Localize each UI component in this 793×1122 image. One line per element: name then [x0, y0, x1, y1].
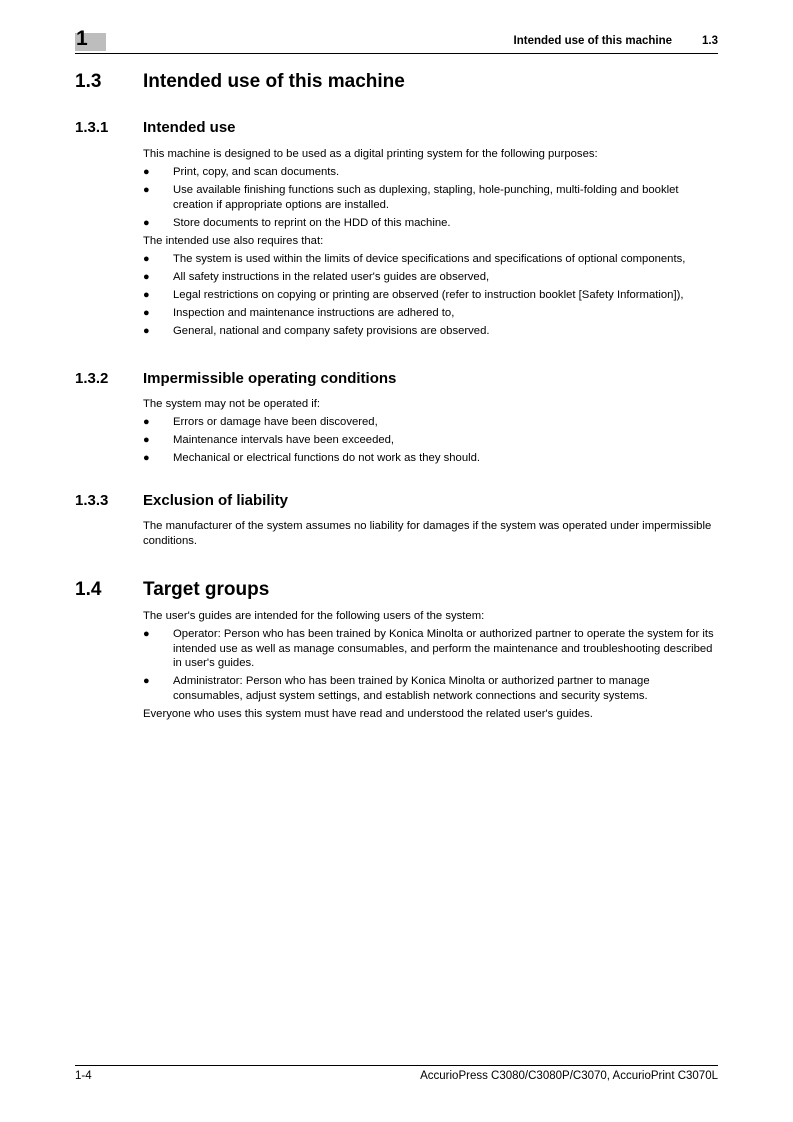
- list-item-text: Inspection and maintenance instructions are adhered to,: [173, 307, 455, 319]
- section-1-3-2-body: [143, 397, 720, 470]
- bullet: ●: [143, 675, 150, 687]
- heading-title: Target groups: [143, 579, 270, 600]
- list-item: [143, 433, 720, 448]
- bullet: ●: [143, 216, 150, 229]
- bullet: ●: [143, 184, 150, 196]
- purpose-list: [143, 165, 720, 230]
- running-header-title: Intended use of this machine: [513, 35, 672, 47]
- heading-number: 1.3.2: [75, 370, 109, 387]
- list-item-text: Legal restrictions on copying or printing are observed (refer to instruction booklet [Safety Information]),: [173, 289, 684, 301]
- list-item-text: Administrator: Person who has been trained by Konica Minolta or authorized partner to manage consumables, adjust system settings, and establish network connections and security systems.: [173, 675, 650, 702]
- product-name: AccurioPress C3080/C3080P/C3070, AccurioPrint C3070L: [420, 1070, 718, 1082]
- section-1-4-body: [143, 609, 720, 725]
- heading-title: Exclusion of liability: [143, 492, 289, 509]
- heading-number: 1.4: [75, 579, 102, 600]
- footer-rule: [75, 1065, 718, 1066]
- paragraph: Everyone who uses this system must have read and understood the related user's guides.: [143, 708, 593, 720]
- list-item: [143, 183, 720, 212]
- list-item: [143, 270, 720, 285]
- list-item-text: Mechanical or electrical functions do not work as they should.: [173, 452, 481, 464]
- heading-number: 1.3.1: [75, 119, 109, 136]
- bullet: ●: [143, 434, 150, 446]
- heading-number: 1.3.3: [75, 492, 109, 509]
- list-item-text: Store documents to reprint on the HDD of this machine.: [173, 216, 451, 229]
- list-item: [143, 674, 720, 703]
- list-item-text: Operator: Person who has been trained by Konica Minolta or authorized partner to operate the system for its intended use as well as manage consumables, and perform the maintenance and troubleshooting described in user's guides.: [173, 628, 714, 669]
- paragraph: The user's guides are intended for the following users of the system:: [143, 610, 485, 622]
- page-number: 1-4: [75, 1070, 92, 1082]
- paragraph: This machine is designed to be used as a digital printing system for the following purposes:: [143, 148, 598, 160]
- section-1-3-1-body: [143, 147, 720, 343]
- list-item: [143, 415, 720, 430]
- list-item: [143, 216, 720, 231]
- bullet: ●: [143, 452, 150, 464]
- header-rule: [75, 53, 718, 54]
- list-item: [143, 324, 720, 339]
- paragraph: The manufacturer of the system assumes no liability for damages if the system was operated under impermissible conditions.: [143, 520, 712, 547]
- page-footer: [75, 1065, 718, 1087]
- list-item-text: Use available finishing functions such as duplexing, stapling, hole-punching, multi-folding and booklet creation if appropriate options are installed.: [173, 184, 679, 211]
- paragraph: The intended use also requires that:: [143, 235, 324, 247]
- requirement-list: [143, 252, 720, 339]
- bullet: ●: [143, 325, 150, 337]
- page-header: [75, 27, 718, 55]
- bullet: ●: [143, 416, 150, 428]
- heading-title: Intended use of this machine: [143, 71, 405, 92]
- heading-title: Intended use: [143, 119, 236, 136]
- bullet: ●: [143, 166, 150, 178]
- list-item: [143, 288, 720, 303]
- paragraph: The system may not be operated if:: [143, 398, 321, 410]
- bullet: ●: [143, 628, 150, 640]
- section-1-3-3-body: [143, 519, 720, 552]
- bullet: ●: [143, 307, 150, 319]
- list-item: [143, 165, 720, 180]
- list-item-text: All safety instructions in the related user's guides are observed,: [173, 271, 490, 283]
- heading-title: Impermissible operating conditions: [143, 370, 397, 387]
- bullet: ●: [143, 271, 150, 283]
- list-item: [143, 252, 720, 267]
- heading-number: 1.3: [75, 71, 102, 92]
- list-item: [143, 627, 720, 671]
- list-item-text: Maintenance intervals have been exceeded,: [173, 434, 395, 446]
- target-group-list: [143, 627, 720, 703]
- condition-list: [143, 415, 720, 466]
- list-item-text: Print, copy, and scan documents.: [173, 166, 340, 178]
- list-item: [143, 451, 720, 466]
- list-item-text: General, national and company safety provisions are observed.: [173, 325, 490, 337]
- list-item-text: The system is used within the limits of device specifications and specifications of optional components,: [173, 253, 686, 265]
- chapter-number: 1: [76, 27, 88, 50]
- list-item-text: Errors or damage have been discovered,: [173, 416, 378, 428]
- running-header-section: 1.3: [702, 35, 718, 47]
- list-item: [143, 306, 720, 321]
- bullet: ●: [143, 289, 150, 301]
- bullet: ●: [143, 253, 150, 265]
